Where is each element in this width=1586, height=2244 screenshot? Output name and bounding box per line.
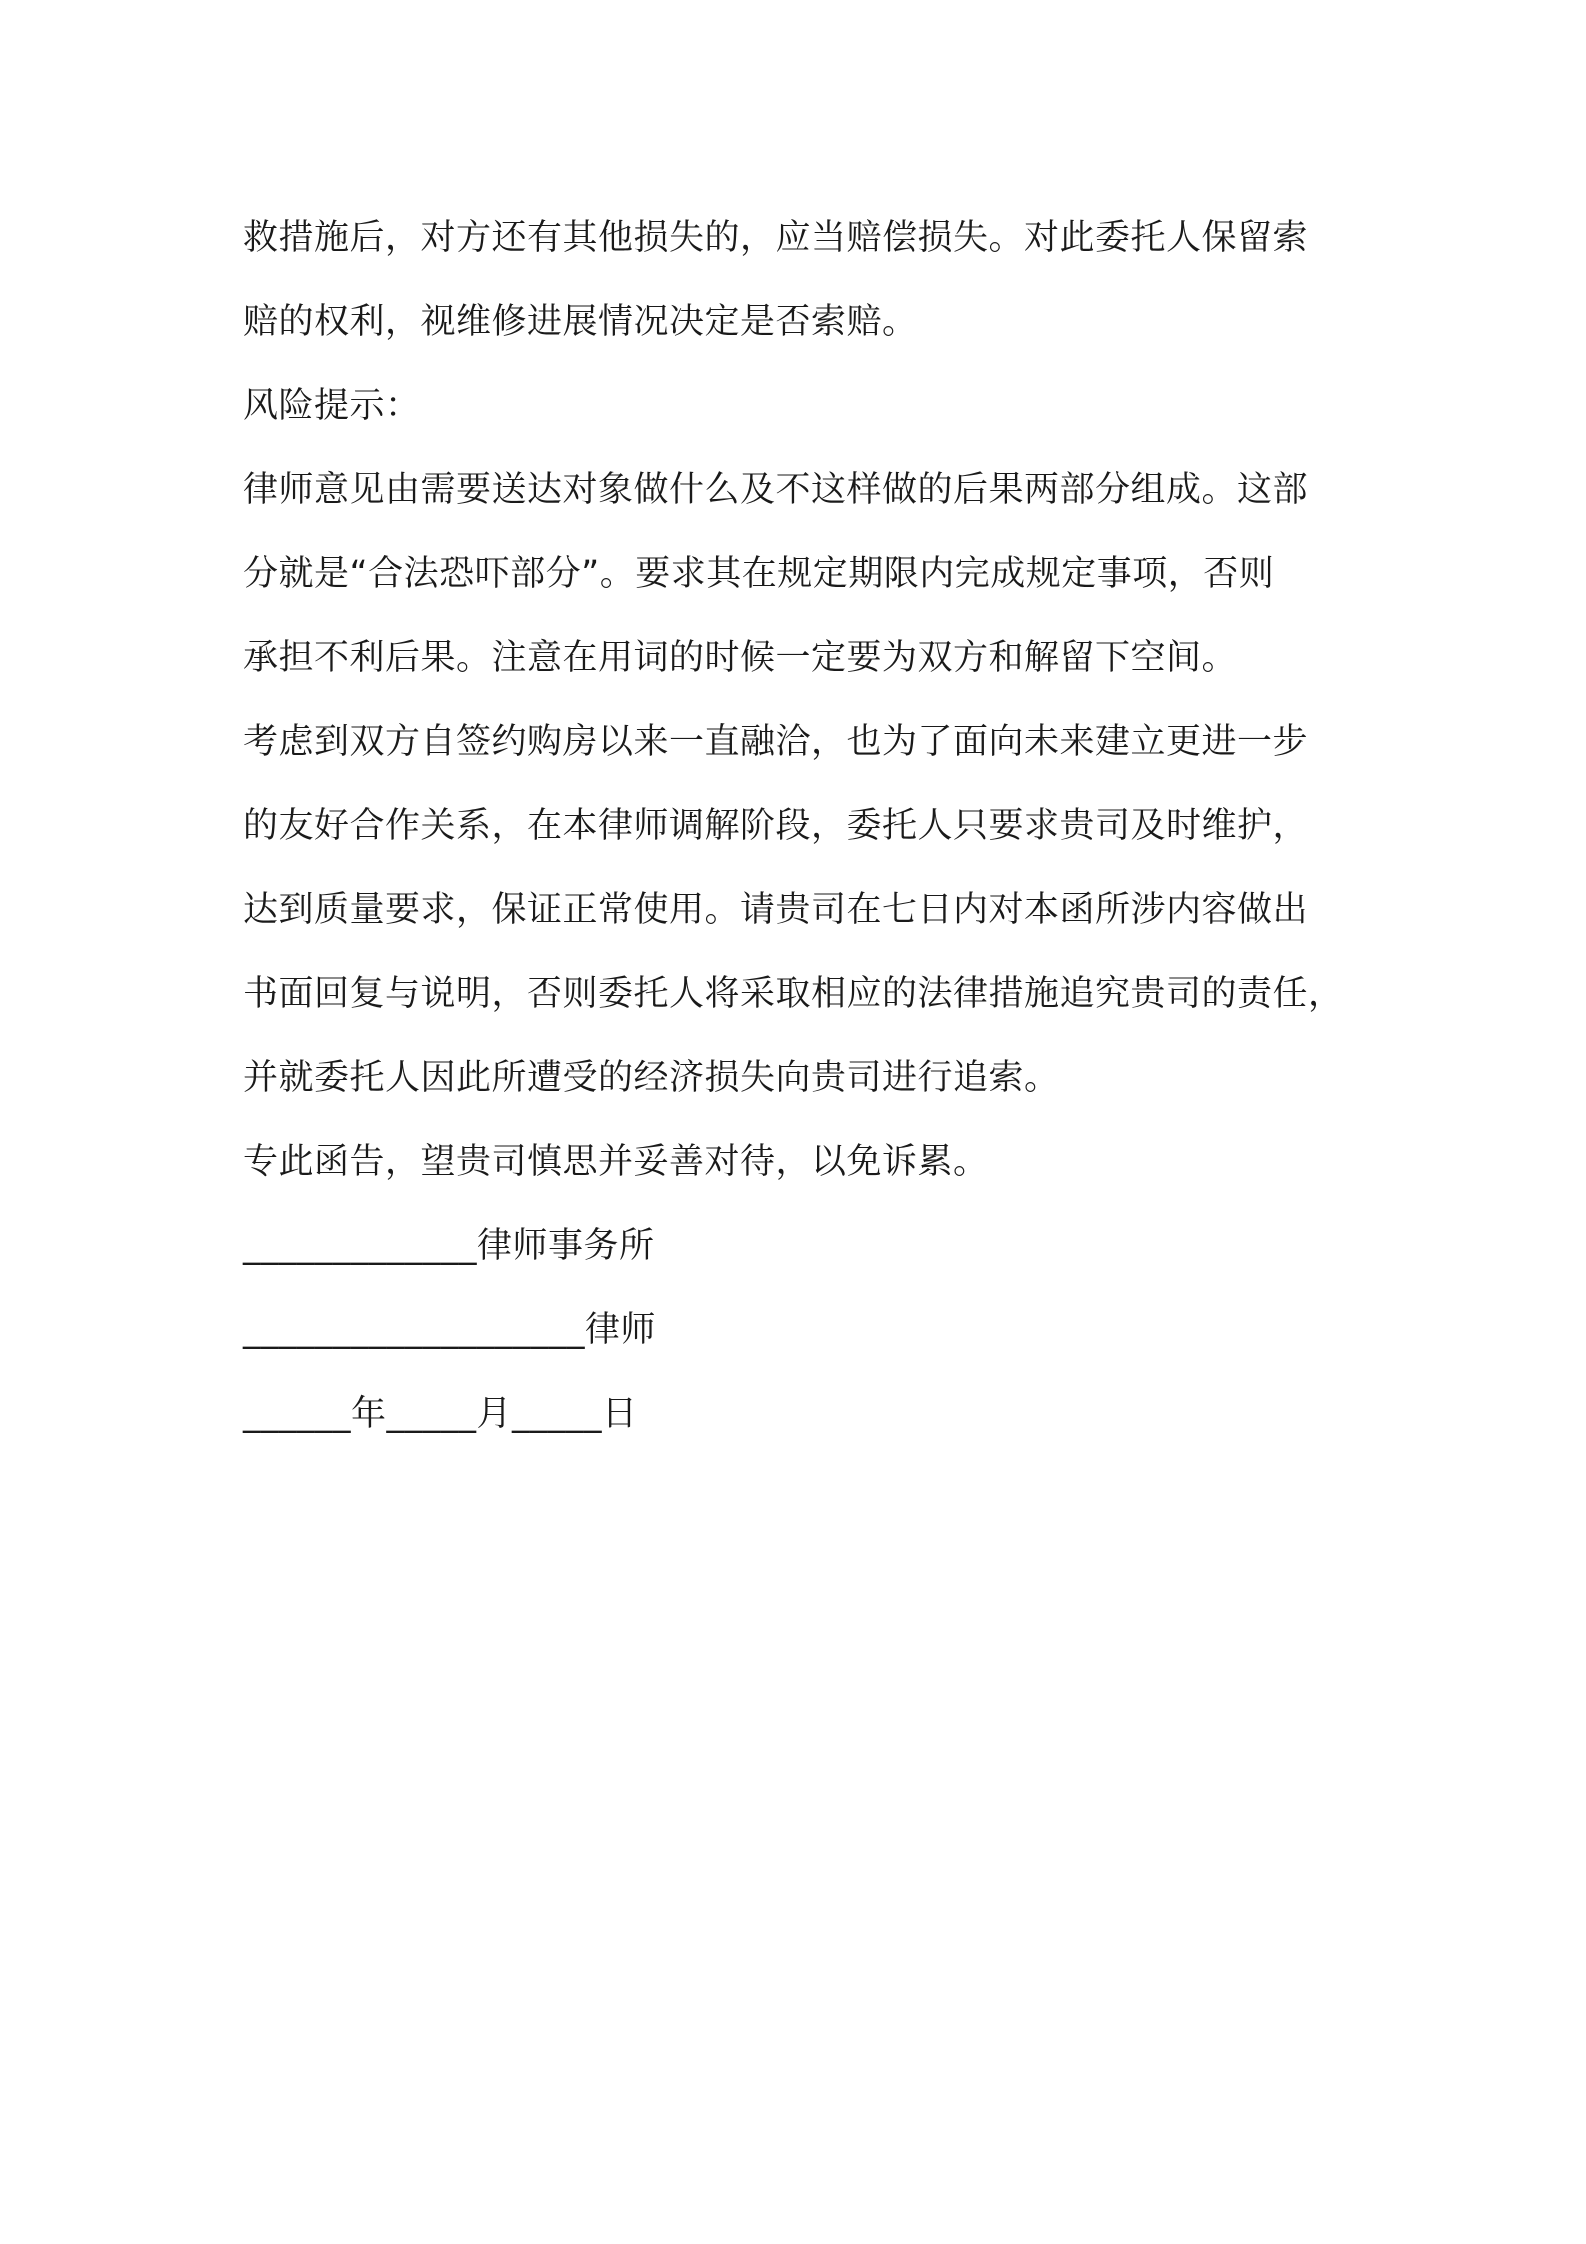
section-heading: 风险提示： xyxy=(243,386,421,426)
paragraph-line: 救措施后，对方还有其他损失的，应当赔偿损失。对此委托人保留索 xyxy=(243,218,1309,258)
paragraph-line: 分就是“合法恐吓部分”。要求其在规定期限内完成规定事项，否则 xyxy=(243,554,1275,594)
date-line: ______年_____月_____日 xyxy=(243,1394,638,1434)
paragraph-line: 的友好合作关系，在本律师调解阶段，委托人只要求贵司及时维护， xyxy=(243,806,1309,846)
paragraph-line: 并就委托人因此所遭受的经济损失向贵司进行追索。 xyxy=(243,1058,1060,1098)
paragraph-line: 律师意见由需要送达对象做什么及不这样做的后果两部分组成。这部 xyxy=(243,470,1309,510)
paragraph-line: 书面回复与说明，否则委托人将采取相应的法律措施追究贵司的责任， xyxy=(243,974,1344,1014)
paragraph-line: 考虑到双方自签约购房以来一直融洽，也为了面向未来建立更进一步 xyxy=(243,722,1309,762)
paragraph-line: 赔的权利，视维修进展情况决定是否索赔。 xyxy=(243,302,918,342)
paragraph-line: 承担不利后果。注意在用词的时候一定要为双方和解留下空间。 xyxy=(243,638,1238,678)
letter-body xyxy=(243,196,1373,1456)
paragraph-line: 达到质量要求，保证正常使用。请贵司在七日内对本函所涉内容做出 xyxy=(243,890,1309,930)
lawyer-signature-line: ___________________律师 xyxy=(243,1310,657,1350)
law-firm-signature-line: _____________律师事务所 xyxy=(243,1226,655,1266)
closing-line: 专此函告，望贵司慎思并妥善对待，以免诉累。 xyxy=(243,1142,989,1182)
